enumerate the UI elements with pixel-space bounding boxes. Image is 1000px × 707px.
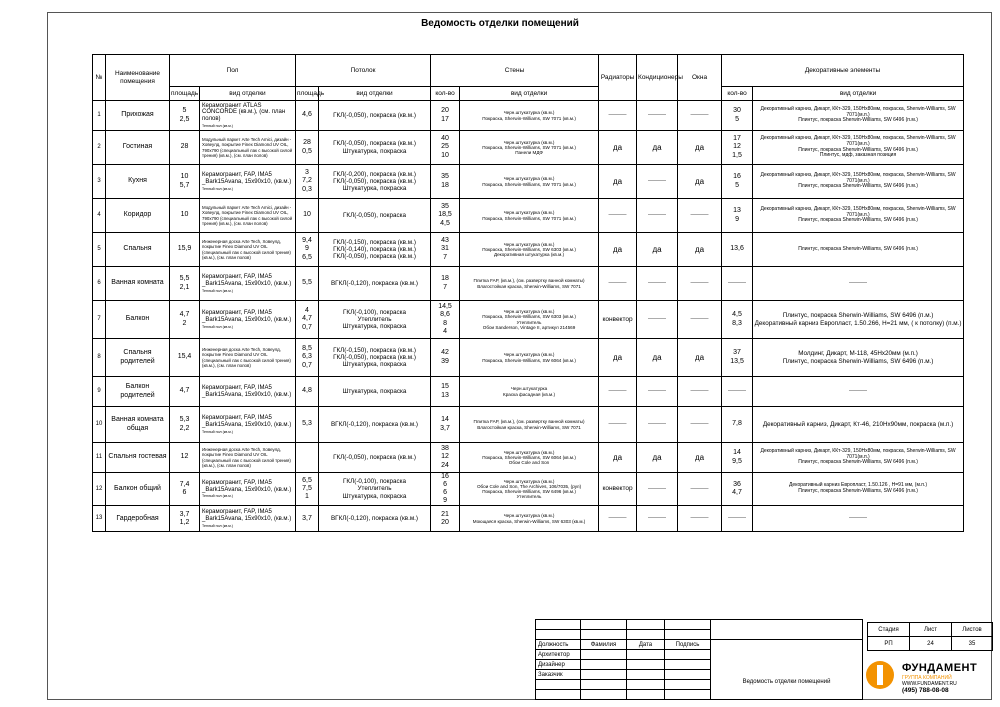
ceiling-finish: ГКЛ(-0,150), покраска (кв.м.) ГКЛ(-0,050), покраска (кв.м.) Штукатурка, покраска [319, 339, 431, 377]
ac-value: да [637, 233, 678, 267]
decor-qty: 13 9 [722, 199, 753, 233]
ceiling-finish: ГКЛ(-0,050), покраска (кв.м.) Штукатурка, покраска [319, 131, 431, 165]
decor-finish: Декоративный карниз, Дикарт, ККт-329, 150Нх80мм, покраска, Sherwin-Williams, SW 7071(м.п.) Плинтус, покраска Sherwin-Williams, SW 6496 (п.м.) Плинтус, мдф, заказная позиция [753, 131, 964, 165]
walls-qty: 35 18 [431, 165, 460, 199]
ceiling-area: 4,8 [296, 377, 319, 407]
walls-qty: 14 3,7 [431, 407, 460, 443]
logo-phone: (495) 788-08-08 [902, 687, 949, 694]
stamp-doc-title: Ведомость отделки помещений [711, 640, 863, 700]
room-name: Прихожая [106, 101, 170, 131]
walls-finish: Черн.штукатурка (кв.м.) Моющаяся краска, Sherwin-Williams, SW 6303 (кв.м.) [460, 506, 599, 532]
ceiling-area [296, 443, 319, 473]
walls-finish: Черн.штукатурка (кв.м.) Покраска, Sherwin-Williams, SW 6064 (кв.м.) [460, 339, 599, 377]
radiators-value: да [599, 443, 637, 473]
radiators-value: ——— [599, 377, 637, 407]
ceiling-finish: ГКЛ(-0,200), покраска (кв.м.) ГКЛ(-0,050), покраска (кв.м.) Штукатурка, покраска [319, 165, 431, 199]
ac-value: ——— [637, 301, 678, 339]
table-row [93, 165, 964, 199]
decor-finish: Плинтус, покраска Sherwin-Williams, SW 6496 (п.м.) Декоративный карниз Европласт, 1.50.266, Н=21 мм, ( к потолку) (п.м.) [753, 301, 964, 339]
walls-qty: 20 17 [431, 101, 460, 131]
stamp-sheet-label: Лист [910, 623, 952, 637]
row-number: 12 [93, 473, 106, 506]
decor-qty: 16 5 [722, 165, 753, 199]
floor-area: 5,5 2,1 [170, 267, 200, 301]
decor-qty: 7,8 [722, 407, 753, 443]
windows-value: да [678, 165, 722, 199]
walls-finish: Черн.штукатурка (кв.м.) Покраска, Sherwin-Williams, SW 7071 (кв.м.) [460, 199, 599, 233]
walls-qty: 38 12 24 [431, 443, 460, 473]
stamp-surname-label: Фамилия [581, 640, 627, 650]
walls-qty: 14,5 8,6 8 4 [431, 301, 460, 339]
ceiling-finish: ГКЛ(-0,050), покраска (кв.м.) [319, 443, 431, 473]
decor-finish: Плинтус, покраска Sherwin-Williams, SW 6496 (п.м.) [753, 233, 964, 267]
floor-finish: Инженерная доска Arte Tech, Ховеулд, покрытие Finex Diamond UV OIL (специальный лак с высокой силой трения) (кв.м.), (см. план полов) [200, 233, 296, 267]
col-ceiling-area: площадь [296, 87, 319, 101]
col-name: Наименование помещения [106, 55, 170, 101]
col-windows: Окна [678, 55, 722, 101]
walls-finish: Черн.штукатурка (кв.м.) Покраска, Sherwin-Williams, SW 7071 (кв.м.) Панели МДФ [460, 131, 599, 165]
ac-value: ——— [637, 473, 678, 506]
table-row [93, 199, 964, 233]
table-row [93, 101, 964, 131]
windows-value: да [678, 131, 722, 165]
ceiling-finish: ВГКЛ(-0,120), покраска (кв.м.) [319, 267, 431, 301]
row-number: 1 [93, 101, 106, 131]
floor-finish: Керамогранит, FAP, IMA5 _Bark15Avana, 15х90х10, (кв.м.) [200, 377, 296, 407]
walls-qty: 43 31 7 [431, 233, 460, 267]
table-row [93, 339, 964, 377]
col-walls-finish: вид отделки [460, 87, 599, 101]
table-row [93, 233, 964, 267]
decor-qty: 13,6 [722, 233, 753, 267]
col-decor: Декоративные элементы [722, 55, 964, 87]
floor-heating-note: Теплый пол (кв.м.) [202, 494, 233, 499]
ac-value: да [637, 131, 678, 165]
walls-qty: 42 39 [431, 339, 460, 377]
decor-qty: 30 5 [722, 101, 753, 131]
decor-qty: 37 13,5 [722, 339, 753, 377]
decor-qty: ——— [722, 506, 753, 532]
row-number: 4 [93, 199, 106, 233]
ac-value: ——— [637, 267, 678, 301]
table-row [93, 407, 964, 443]
row-number: 10 [93, 407, 106, 443]
ceiling-finish: ВГКЛ(-0,120), покраска (кв.м.) [319, 407, 431, 443]
ac-value: да [637, 339, 678, 377]
stamp-position-label: Должность [536, 640, 581, 650]
company-logo [860, 656, 991, 699]
walls-finish: Черн.штукатурка (кв.м.) Покраска, Sherwin-Williams, SW 6303 (кв.м.) Утеплитель Обои Sanderson, Vintage II, артикул 214569 [460, 301, 599, 339]
stamp-stage-value: РП [868, 637, 910, 651]
ceiling-finish: Штукатурка, покраска [319, 377, 431, 407]
ceiling-area: 4 4,7 0,7 [296, 301, 319, 339]
decor-finish: ——— [753, 267, 964, 301]
table-row [93, 377, 964, 407]
ceiling-area: 5,3 [296, 407, 319, 443]
decor-finish: Декоративный карниз, Дикарт, Кт-46, 210Нх90мм, покраска (м.п.) [753, 407, 964, 443]
floor-heating-note: Теплый пол (кв.м.) [202, 124, 233, 129]
windows-value: ——— [678, 407, 722, 443]
floor-finish: Инженерная доска Arte Tech, Ховеулд, покрытие Finex Diamond UV OIL (специальный лак с высокой силой трения) (кв.м.), (см. план полов) [200, 339, 296, 377]
decor-finish: Декоративный карниз, Дикарт, ККт-329, 150Нх80мм, покраска, Sherwin-Williams, SW 7071(м.п.) Плинтус, покраска Sherwin-Williams, SW 6496 (п.м.) [753, 199, 964, 233]
table-row [93, 443, 964, 473]
ac-value: да [637, 443, 678, 473]
walls-finish: Черн.штукатурка (кв.м.) Покраска, Sherwin-Williams, SW 7071 (кв.м.) [460, 165, 599, 199]
floor-finish: Керамогранит, FAP, IMA5 _Bark15Avana, 15х90х10, (кв.м.) Теплый пол (кв.м.) [200, 473, 296, 506]
room-name: Кухня [106, 165, 170, 199]
stamp-stage-label: Стадия [868, 623, 910, 637]
row-number: 13 [93, 506, 106, 532]
floor-finish: Керамогранит, FAP, IMA5 _Bark15Avana, 15х90х10, (кв.м.) Теплый пол (кв.м.) [200, 165, 296, 199]
radiators-value: да [599, 233, 637, 267]
floor-heating-note: Теплый пол (кв.м.) [202, 186, 233, 191]
row-number: 9 [93, 377, 106, 407]
row-number: 8 [93, 339, 106, 377]
walls-finish: Плитка FAP, (кв.м.), (см. развертку ванной комнаты) Влагостойкая краска, Sherwin-Williams, SW 7071 [460, 407, 599, 443]
radiators-value: да [599, 131, 637, 165]
decor-finish: Декоративный карниз, Дикарт, ККт-329, 150Нх80мм, покраска, Sherwin-Williams, SW 7071(м.п.) Плинтус, покраска Sherwin-Williams, SW 6496 (п.м.) [753, 101, 964, 131]
decor-finish: Декоративный карниз Европласт, 1.50.126 , Н=91 мм, (м.п.) Плинтус, покраска Sherwin-Williams, SW 6496 (п.м.) [753, 473, 964, 506]
windows-value: ——— [678, 301, 722, 339]
floor-area: 7,4 6 [170, 473, 200, 506]
windows-value: да [678, 233, 722, 267]
table-row [93, 506, 964, 532]
floor-finish: Инженерная доска Arte Tech, Ховеулд, покрытие Finex Diamond UV OIL (специальный лак с высокой силой трения) (кв.м.), (см. план полов) [200, 443, 296, 473]
radiators-value: ——— [599, 506, 637, 532]
room-name: Гардеробная [106, 506, 170, 532]
col-walls-qty: кол-во [431, 87, 460, 101]
table-row [93, 267, 964, 301]
col-ac: Кондиционеры [637, 55, 678, 101]
room-name: Гостиная [106, 131, 170, 165]
col-ceiling: Потолок [296, 55, 431, 87]
windows-value: ——— [678, 473, 722, 506]
stamp-sheets-label: Листов [952, 623, 993, 637]
ceiling-finish: ГКЛ(-0,100), покраска Утеплитель Штукатурка, покраска [319, 301, 431, 339]
ac-value: ——— [637, 101, 678, 131]
stamp-date-label: Дата [627, 640, 665, 650]
decor-finish: ——— [753, 377, 964, 407]
walls-finish: Черн.штукатурка Краска фасадная (кв.м.) [460, 377, 599, 407]
row-number: 5 [93, 233, 106, 267]
room-name: Ванная комната общая [106, 407, 170, 443]
table-body [93, 101, 964, 532]
walls-qty: 35 18,5 4,5 [431, 199, 460, 233]
stage-block [867, 622, 993, 651]
row-number: 2 [93, 131, 106, 165]
table-row [93, 131, 964, 165]
windows-value: ——— [678, 101, 722, 131]
room-name: Балкон родителей [106, 377, 170, 407]
floor-finish: Керамогранит, FAP, IMA5 _Bark15Avana, 15х90х10, (кв.м.) Теплый пол (кв.м.) [200, 506, 296, 532]
stamp-sheet-value: 24 [910, 637, 952, 651]
decor-qty: 14 9,5 [722, 443, 753, 473]
windows-value: ——— [678, 199, 722, 233]
decor-qty: 17 12 1,5 [722, 131, 753, 165]
ceiling-finish: ВГКЛ(-0,120), покраска (кв.м.) [319, 506, 431, 532]
ceiling-finish: ГКЛ(-0,150), покраска (кв.м.) ГКЛ(-0,140), покраска (кв.м.) ГКЛ(-0,050), покраска (кв.м.) [319, 233, 431, 267]
ceiling-finish: ГКЛ(-0,050), покраска [319, 199, 431, 233]
col-floor-finish: вид отделки [200, 87, 296, 101]
table-row [93, 473, 964, 506]
walls-qty: 16 6 6 9 [431, 473, 460, 506]
walls-qty: 15 13 [431, 377, 460, 407]
stamp-sheets-value: 35 [952, 637, 993, 651]
col-walls: Стены [431, 55, 599, 87]
walls-qty: 21 20 [431, 506, 460, 532]
floor-finish: Керамогранит ATLAS CONCORDE (кв.м.), (см. план полов) Теплый пол (кв.м.) [200, 101, 296, 131]
windows-value: да [678, 443, 722, 473]
logo-mark-icon [866, 661, 894, 689]
floor-area: 5,3 2,2 [170, 407, 200, 443]
stamp-signature-label: Подпись [665, 640, 711, 650]
walls-finish: Черн.штукатурка (кв.м.) Покраска, Sherwin-Williams, SW 6064 (кв.м.) Обои Cole and Son [460, 443, 599, 473]
windows-value: ——— [678, 506, 722, 532]
floor-area: 15,9 [170, 233, 200, 267]
logo-name: ФУНДАМЕНТ [902, 662, 978, 674]
table-subheader-row [93, 87, 964, 101]
walls-finish: Черн.штукатурка (кв.м.) Покраска, Sherwin-Williams, SW 7071 (кв.м.) [460, 101, 599, 131]
decor-finish: Декоративный карниз, Дикарт, ККт-329, 150Нх80мм, покраска, Sherwin-Williams, SW 7071(м.п.) Плинтус, покраска Sherwin-Williams, SW 6496 (п.м.) [753, 165, 964, 199]
col-floor: Пол [170, 55, 296, 87]
ac-value: ——— [637, 407, 678, 443]
sheet-title: Ведомость отделки помещений [421, 18, 579, 29]
row-number: 11 [93, 443, 106, 473]
radiators-value: ——— [599, 199, 637, 233]
walls-qty: 18 7 [431, 267, 460, 301]
room-name: Балкон общий [106, 473, 170, 506]
floor-heating-note: Теплый пол (кв.м.) [202, 324, 233, 329]
floor-area: 15,4 [170, 339, 200, 377]
floor-finish: Модульный паркет Arte Tech Amici, дизайн - Ховеулд, покрытие Finex Diamond UV OIL, 790х790 (специальный лак с высокой силой трения) (кв.м.), (см. план полов) [200, 199, 296, 233]
radiators-value: конвектор [599, 473, 637, 506]
ceiling-area: 4,6 [296, 101, 319, 131]
walls-finish: Плитка FAP, (кв.м.), (см. развертку ванной комнаты) Влагостойкая краска, Sherwin-Williams, SW 7071 [460, 267, 599, 301]
ceiling-area: 3 7,2 0,3 [296, 165, 319, 199]
room-name: Ванная комната [106, 267, 170, 301]
windows-value: да [678, 339, 722, 377]
col-decor-finish: вид отделки [753, 87, 964, 101]
walls-finish: Черн.штукатурка (кв.м.) Обои Cole and Son, The Archives, 106/7035, (рул) Покраска, Sherwin-Williams, SW 6496 (кв.м.) Утеплитель [460, 473, 599, 506]
radiators-value: ——— [599, 101, 637, 131]
row-number: 3 [93, 165, 106, 199]
stamp-designer: Дизайнер [536, 660, 581, 670]
ceiling-area: 8,5 6,3 0,7 [296, 339, 319, 377]
logo-subtitle: ГРУППА КОМПАНИЙ [902, 675, 952, 681]
ac-value: ——— [637, 506, 678, 532]
radiators-value: ——— [599, 267, 637, 301]
col-decor-qty: кол-во [722, 87, 753, 101]
logo-url: WWW.FUNDAMENT.RU [902, 681, 957, 687]
floor-area: 10 5,7 [170, 165, 200, 199]
table-header-row [93, 55, 964, 87]
floor-finish: Керамогранит, FAP, IMA5 _Bark15Avana, 15х90х10, (кв.м.) Теплый пол (кв.м.) [200, 267, 296, 301]
floor-area: 5 2,5 [170, 101, 200, 131]
floor-area: 10 [170, 199, 200, 233]
stamp-customer: Заказчик [536, 670, 581, 680]
room-name: Коридор [106, 199, 170, 233]
decor-qty: 36 4,7 [722, 473, 753, 506]
ceiling-area: 28 0,5 [296, 131, 319, 165]
ceiling-area: 9,4 9 6,5 [296, 233, 319, 267]
ceiling-area: 5,5 [296, 267, 319, 301]
ceiling-finish: ГКЛ(-0,100), покраска Утеплитель Штукатурка, покраска [319, 473, 431, 506]
col-floor-area: площадь [170, 87, 200, 101]
finish-schedule-table [92, 54, 964, 532]
decor-finish: Молдинг, Дикарт, М-118, 45Нх20мм (м.п.) Плинтус, покраска Sherwin-Williams, SW 6496 (п.м.) [753, 339, 964, 377]
ceiling-area: 6,5 7,5 1 [296, 473, 319, 506]
ac-value: ——— [637, 377, 678, 407]
row-number: 7 [93, 301, 106, 339]
stamp-empty [536, 620, 581, 630]
ceiling-finish: ГКЛ(-0,050), покраска (кв.м.) [319, 101, 431, 131]
floor-heating-note: Теплый пол (кв.м.) [202, 524, 233, 529]
col-num: № [93, 55, 106, 101]
room-name: Спальня родителей [106, 339, 170, 377]
row-number: 6 [93, 267, 106, 301]
ceiling-area: 10 [296, 199, 319, 233]
floor-area: 3,7 1,2 [170, 506, 200, 532]
room-name: Спальня [106, 233, 170, 267]
col-radiators: Радиаторы [599, 55, 637, 101]
floor-area: 12 [170, 443, 200, 473]
radiators-value: конвектор [599, 301, 637, 339]
windows-value: ——— [678, 267, 722, 301]
walls-finish: Черн.штукатурка (кв.м.) Покраска, Sherwin-Williams, SW 6303 (кв.м.) Декоративная штукатурка (кв.м.) [460, 233, 599, 267]
radiators-value: да [599, 339, 637, 377]
col-ceiling-finish: вид отделки [319, 87, 431, 101]
floor-finish: Керамогранит, FAP, IMA5 _Bark15Avana, 15х90х10, (кв.м.) Теплый пол (кв.м.) [200, 301, 296, 339]
ac-value: ——— [637, 165, 678, 199]
decor-qty: 4,5 8,3 [722, 301, 753, 339]
floor-finish: Керамогранит, FAP, IMA5 _Bark15Avana, 15х90х10, (кв.м.) Теплый пол (кв.м.) [200, 407, 296, 443]
room-name: Балкон [106, 301, 170, 339]
radiators-value: ——— [599, 407, 637, 443]
room-name: Спальня гостевая [106, 443, 170, 473]
radiators-value: да [599, 165, 637, 199]
ceiling-area: 3,7 [296, 506, 319, 532]
floor-heating-note: Теплый пол (кв.м.) [202, 288, 233, 293]
stamp-blank [711, 620, 863, 640]
walls-qty: 40 25 10 [431, 131, 460, 165]
decor-finish: ——— [753, 506, 964, 532]
table-row [93, 301, 964, 339]
ac-value: ——— [637, 199, 678, 233]
floor-finish: Модульный паркет Arte Tech Amici, дизайн - Ховеулд, покрытие Finex Diamond UV OIL, 790х790 (специальный лак с высокой силой трения) (кв.м.), (см. план полов) [200, 131, 296, 165]
stamp-architect: Архитектор [536, 650, 581, 660]
decor-finish: Декоративный карниз, Дикарт, ККт-329, 150Нх80мм, покраска, Sherwin-Williams, SW 7071(м.п.) Плинтус, покраска Sherwin-Williams, SW 6496 (п.м.) [753, 443, 964, 473]
floor-heating-note: Теплый пол (кв.м.) [202, 429, 233, 434]
floor-area: 4,7 [170, 377, 200, 407]
decor-qty: ——— [722, 377, 753, 407]
floor-area: 4,7 2 [170, 301, 200, 339]
decor-qty: ——— [722, 267, 753, 301]
floor-area: 28 [170, 131, 200, 165]
windows-value: ——— [678, 377, 722, 407]
